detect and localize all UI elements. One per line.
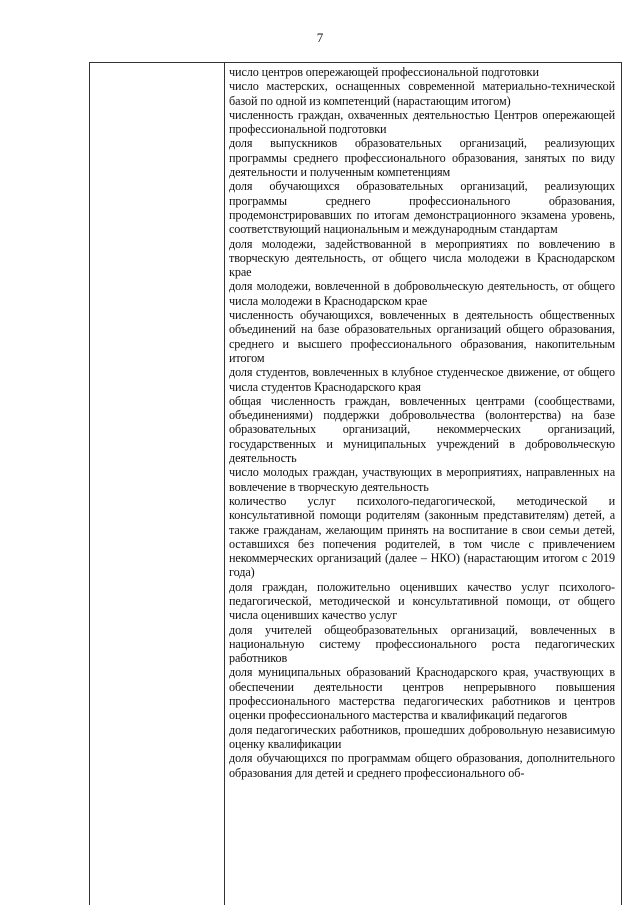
column-divider xyxy=(224,63,225,905)
indicator-item: численность граждан, охваченных деятельностью Центров опережающей профессиональной подготовки xyxy=(229,107,615,137)
indicator-item: число центров опережающей профессиональной подготовки xyxy=(229,65,539,79)
indicator-item: доля молодежи, задействованной в мероприятиях по вовлечению в творческую деятельность, от общего числа молодежи в Краснодарском крае xyxy=(229,236,615,280)
indicator-item: численность обучающихся, вовлеченных в деятельность общественных объединений на базе образовательных организаций общего образования, среднего и высшего профессионального образования, накопительным итогом xyxy=(229,308,615,365)
indicator-table xyxy=(89,62,622,905)
indicator-list xyxy=(229,65,615,780)
indicator-item: доля педагогических работников, прошедших добровольную независимую оценку квалификации xyxy=(229,722,615,751)
indicator-item: доля молодежи, вовлеченной в добровольческую деятельность, от общего числа молодежи в Краснодарском крае xyxy=(229,279,615,308)
indicator-item: доля учителей общеобразовательных организаций, вовлеченных в национальную систему профессионального роста педагогических работников xyxy=(229,622,615,666)
indicator-item: число мастерских, оснащенных современной материально-технической базой по одной из компетенций (нарастающим итогом) xyxy=(229,79,615,108)
indicator-item: доля муниципальных образований Краснодарского края, участвующих в обеспечении деятельности центров непрерывного повышения профессионального мастерства педагогических работников и центров оценки профессионального мастерства и квалификаций педагогов xyxy=(229,665,615,723)
indicator-item: доля выпускников образовательных организаций, реализующих программы среднего профессионального образования, занятых по виду деятельности и полученным компетенциям xyxy=(229,136,615,180)
indicator-item: доля студентов, вовлеченных в клубное студенческое движение, от общего числа студентов Краснодарского края xyxy=(229,365,615,394)
indicator-item: доля обучающихся образовательных организаций, реализующих программы среднего профессионального образования, продемонстрировавших по итогам демонстрационного экзамена уровень, соответствующий национальным и международным стандартам xyxy=(229,179,615,237)
page-number: 7 xyxy=(316,30,324,45)
indicator-item: количество услуг психолого-педагогической, методической и консультативной помощи родителям (законным представителям) детей, а также гражданам, желающим принять на воспитание в свои семьи детей, оставшихся без попечения родителей, в том числе с привлечением некоммерческих организаций (далее – НКО) (нарастающим итогом с 2019 года) xyxy=(229,493,615,580)
indicator-item: доля граждан, положительно оценивших качество услуг психолого-педагогической, методической и консультативной помощи, от общего числа оценивших качество услуг xyxy=(229,579,615,623)
indicator-item: доля обучающихся по программам общего образования, дополнительного образования для детей и среднего профессионального об- xyxy=(229,751,615,780)
indicator-item: число молодых граждан, участвующих в мероприятиях, направленных на вовлечение в творческую деятельность xyxy=(229,465,615,494)
indicator-item: общая численность граждан, вовлеченных центрами (сообществами, объединениями) поддержки добровольчества (волонтерства) на базе образовательных организаций, некоммерческих организаций, государственных и муниципальных учреждений в добровольческую деятельность xyxy=(229,393,615,466)
